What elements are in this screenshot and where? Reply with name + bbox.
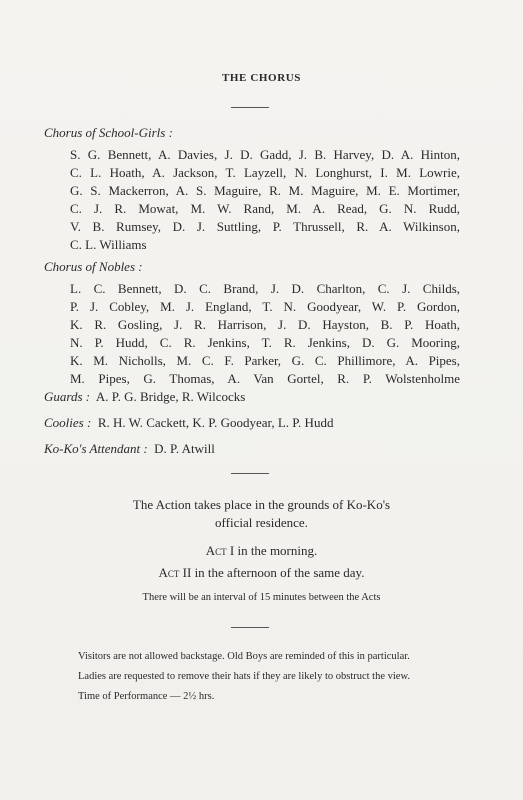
act-one-line bbox=[0, 543, 523, 559]
guards-row bbox=[44, 389, 245, 405]
coolies-label: Coolies : bbox=[44, 415, 92, 430]
notices bbox=[78, 650, 428, 710]
name-line: N. P. Hudd, C. R. Jenkins, T. R. Jenkins, D. G. Mooring, bbox=[70, 335, 460, 350]
guards-label: Guards : bbox=[44, 389, 91, 404]
nobles-names bbox=[70, 280, 460, 388]
name-line: V. B. Rumsey, D. J. Suttling, P. Thrussell, R. A. Wilkinson, bbox=[70, 219, 460, 234]
act-one-label: Act I bbox=[205, 543, 235, 558]
school-girls-heading: Chorus of School-Girls : bbox=[44, 125, 173, 140]
name-line: C. L. Hoath, A. Jackson, T. Layzell, N. Longhurst, I. M. Lowrie, bbox=[70, 165, 460, 180]
attendant-label: Ko-Ko's Attendant : bbox=[44, 441, 148, 456]
name-line: C. J. R. Mowat, M. W. Rand, M. A. Read, G. N. Rudd, bbox=[70, 201, 460, 216]
name-line: K. M. Nicholls, M. C. F. Parker, G. C. Phillimore, A. Pipes, bbox=[70, 353, 460, 368]
act-two-label: Act II bbox=[158, 565, 192, 580]
interval-note: There will be an interval of 15 minutes between the Acts bbox=[142, 592, 381, 603]
notice-backstage: Visitors are not allowed backstage. Old Boys are reminded of this in particular. bbox=[78, 651, 410, 662]
coolies-row bbox=[44, 415, 333, 431]
school-girls-names bbox=[70, 146, 460, 254]
attendant-row bbox=[44, 441, 215, 457]
notice-duration: Time of Performance — 2½ hrs. bbox=[78, 691, 215, 702]
page-title: THE CHORUS bbox=[221, 72, 302, 84]
act-two-text: in the afternoon of the same day. bbox=[194, 565, 365, 580]
name-line: G. S. Mackerron, A. S. Maguire, R. M. Maguire, M. E. Mortimer, bbox=[70, 183, 460, 198]
nobles-heading: Chorus of Nobles : bbox=[44, 259, 143, 274]
coolies-names: R. H. W. Cackett, K. P. Goodyear, L. P. Hudd bbox=[97, 415, 334, 430]
guards-names: A. P. G. Bridge, R. Wilcocks bbox=[95, 389, 246, 404]
notice-hats: Ladies are requested to remove their hats if they are likely to obstruct the view. bbox=[78, 671, 410, 682]
divider-rule bbox=[231, 107, 269, 108]
name-line: K. R. Gosling, J. R. Harrison, J. D. Hayston, B. P. Hoath, bbox=[70, 317, 460, 332]
name-line: S. G. Bennett, A. Davies, J. D. Gadd, J. B. Harvey, D. A. Hinton, bbox=[70, 147, 460, 162]
name-line: M. Pipes, G. Thomas, A. Van Gortel, R. P. Wolstenholme bbox=[70, 371, 460, 386]
divider-rule bbox=[231, 473, 269, 474]
name-line: L. C. Bennett, D. C. Brand, J. D. Charlton, C. J. Childs, bbox=[70, 281, 460, 296]
action-line-2: official residence. bbox=[215, 515, 308, 530]
divider-rule bbox=[231, 627, 269, 628]
action-line-1: The Action takes place in the grounds of Ko-Ko's bbox=[132, 497, 391, 512]
act-one-text: in the morning. bbox=[237, 543, 318, 558]
name-line: P. J. Cobley, M. J. England, T. N. Goodyear, W. P. Gordon, bbox=[70, 299, 460, 314]
attendant-names: D. P. Atwill bbox=[154, 441, 215, 456]
act-two-line bbox=[0, 565, 523, 581]
name-line: C. L. Williams bbox=[70, 237, 147, 252]
